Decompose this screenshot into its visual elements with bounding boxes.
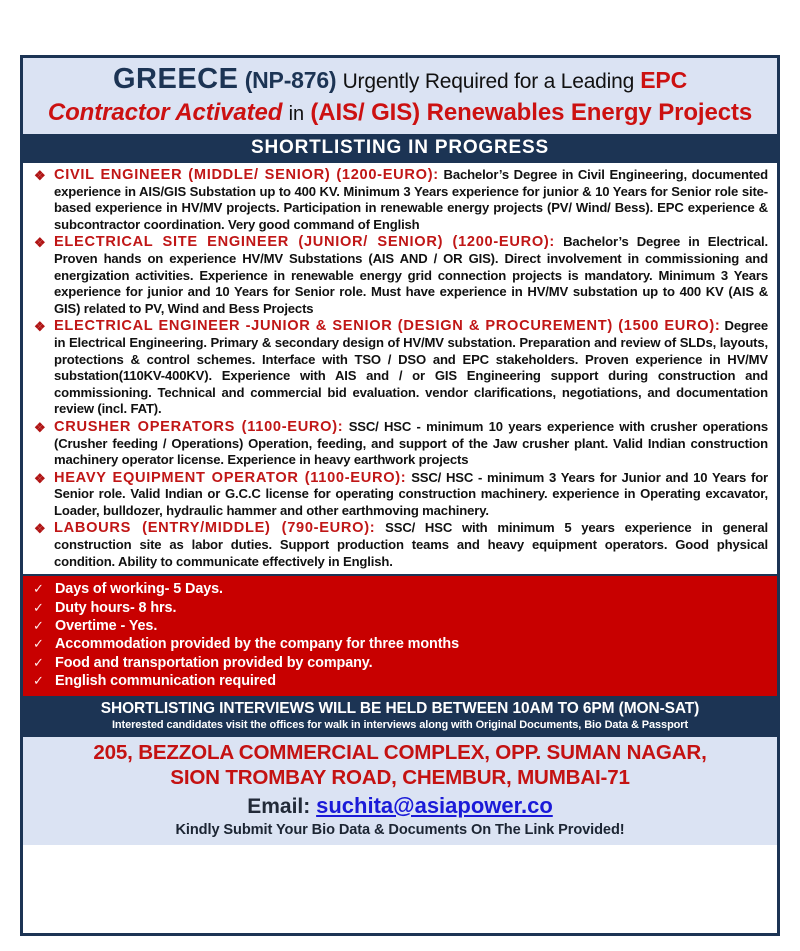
- job-description: SSC/ HSC - minimum 10 years experience with crusher operations (Crusher feeding / Operations) Operation, feeding, and support of the Jaw crusher plant. Valid Indian construction machinery operator license. Experience in heavy earthwork projects: [54, 418, 768, 468]
- benefit-label: Days of working- 5 Days.: [55, 581, 223, 598]
- job-title: CIVIL ENGINEER (MIDDLE/ SENIOR) (1200-EURO):: [54, 167, 439, 183]
- job-description: Degree in Electrical Engineering. Primary & secondary design of HV/MV substation. Preparation and review of SLDs, layouts, protections & control schemes. Interface with TSO / DSO and EPC stakeholders. Proven experience in HV/MV substation(110KV-400KV). Experience with AIS and / or GIS Engineering support during construction and commissioning. Technical and commercial bid evaluation. vendor clarifications, negotiations, and documentation review (incl. FAT).: [54, 318, 769, 417]
- check-icon: ✓: [33, 599, 44, 615]
- interview-section: [23, 696, 777, 737]
- diamond-bullet-icon: ❖: [34, 319, 46, 335]
- country-name: GREECE: [113, 63, 239, 95]
- list-item: [23, 635, 777, 653]
- diamond-bullet-icon: ❖: [34, 470, 46, 486]
- list-item: [32, 470, 768, 520]
- closing-note: Kindly Submit Your Bio Data & Documents On The Link Provided!: [175, 821, 625, 838]
- email-label: Email:: [247, 794, 311, 818]
- contact-section: [23, 737, 777, 845]
- list-item: [32, 167, 768, 233]
- header-mid-text: Urgently Required for a Leading: [342, 70, 635, 93]
- header-block: [23, 58, 777, 134]
- job-description: Bachelor’s Degree in Civil Engineering, documented experience in AIS/GIS Substation up to 400 KV. Minimum 3 Years experience for junior & 10 Years for Senior role site-based experience in HV/MV projects. Participation in renewable energy projects (PV/ Wind/ Bess). EPC experience & subcontractor coordination. Very good command of English: [54, 167, 768, 232]
- email-address-link[interactable]: suchita@asiapower.co: [316, 792, 553, 818]
- benefits-section: [23, 574, 777, 695]
- diamond-bullet-icon: ❖: [34, 235, 46, 251]
- benefit-label: Duty hours- 8 hrs.: [55, 599, 177, 616]
- list-item: [32, 318, 768, 418]
- list-item: [23, 599, 777, 617]
- header-projects-text: (AIS/ GIS) Renewables Energy Projects: [310, 99, 753, 126]
- header-line-2: [33, 97, 767, 130]
- address-line-1: 205, BEZZOLA COMMERCIAL COMPLEX, OPP. SUMAN NAGAR,: [93, 740, 707, 764]
- check-icon: ✓: [33, 673, 44, 689]
- job-code: (NP-876): [244, 67, 337, 93]
- check-icon: ✓: [33, 654, 44, 670]
- job-list: [23, 163, 777, 574]
- list-item: [32, 419, 768, 469]
- benefit-label: Overtime - Yes.: [55, 618, 158, 635]
- diamond-bullet-icon: ❖: [34, 168, 46, 183]
- job-title: ELECTRICAL SITE ENGINEER (JUNIOR/ SENIOR) (1200-EURO):: [54, 234, 555, 251]
- benefit-label: Accommodation provided by the company for three months: [55, 636, 459, 653]
- job-description: Bachelor’s Degree in Electrical. Proven hands on experience HV/MV Substations (AIS AND / OR GIS). Direct involvement in commissioning and energization activities. Experience in renewable energy grid connection projects is mandatory. Minimum 3 Years experience for junior and 10 Years for Senior role. Must have experience in HV/MV substation up to 400 KV (AIS & GIS) related to PV, Wind and Bess Projects: [54, 234, 768, 316]
- list-item: [32, 234, 768, 317]
- status-badge: SHORTLISTING IN PROGRESS: [23, 134, 777, 163]
- job-title: CRUSHER OPERATORS (1100-EURO):: [54, 418, 344, 435]
- job-title: HEAVY EQUIPMENT OPERATOR (1100-EURO):: [54, 469, 407, 486]
- check-icon: ✓: [33, 636, 44, 652]
- interview-subline: Interested candidates visit the offices for walk in interviews along with Original Documents, Bio Data & Passport: [111, 718, 689, 731]
- header-in-word: in: [288, 103, 305, 125]
- header-epc-label: EPC: [640, 67, 687, 93]
- job-title: ELECTRICAL ENGINEER -JUNIOR & SENIOR (DESIGN & PROCUREMENT) (1500 EURO):: [54, 318, 721, 335]
- header-line-1: [33, 64, 767, 97]
- diamond-bullet-icon: ❖: [34, 419, 46, 435]
- benefit-label: English communication required: [55, 673, 276, 690]
- job-title: LABOURS (ENTRY/MIDDLE) (790-EURO):: [54, 520, 376, 537]
- check-icon: ✓: [33, 581, 44, 597]
- job-description: SSC/ HSC with minimum 5 years experience in general construction site as labor duties. Support production teams and heavy equipment operators. Good physical condition. Ability to communicate effectively in English.: [54, 520, 769, 569]
- interview-headline: SHORTLISTING INTERVIEWS WILL BE HELD BETWEEN 10AM TO 6PM (MON-SAT): [100, 699, 700, 717]
- job-description: SSC/ HSC - minimum 3 Years for Junior and 10 Years for Senior role. Valid Indian or G.C.C license for operating construction machinery. experience in Operating excavator, Loader, bulldozer, hydraulic hammer and other earthmoving machinery.: [54, 469, 768, 518]
- email-line: [29, 792, 771, 821]
- benefit-label: Food and transportation provided by company.: [55, 654, 373, 671]
- list-item: [23, 580, 777, 598]
- address-line-2: SION TROMBAY ROAD, CHEMBUR, MUMBAI-71: [170, 765, 630, 789]
- list-item: [23, 654, 777, 672]
- list-item: [23, 672, 777, 690]
- list-item: [23, 617, 777, 635]
- list-item: [32, 520, 768, 570]
- diamond-bullet-icon: ❖: [34, 521, 46, 537]
- ad-frame: [20, 55, 780, 936]
- header-contractor-text: Contractor Activated: [47, 99, 283, 126]
- check-icon: ✓: [33, 618, 44, 634]
